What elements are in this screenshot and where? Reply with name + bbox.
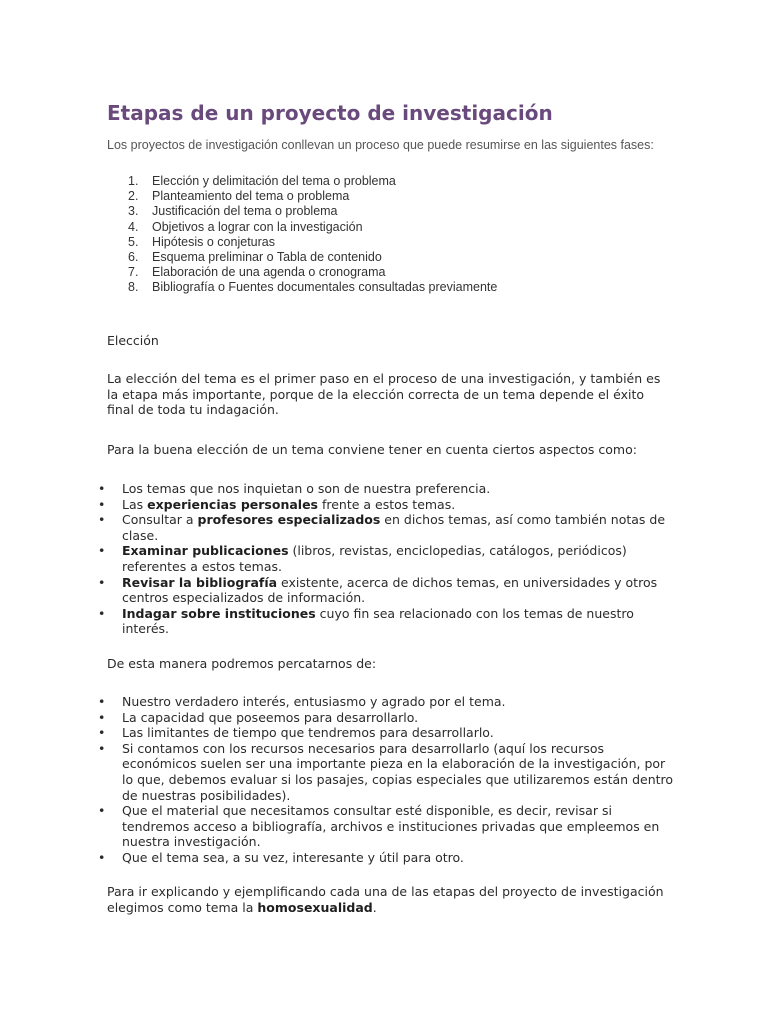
list-number: 3.	[128, 204, 139, 219]
section-heading: Elección	[107, 333, 159, 348]
list-number: 7.	[128, 265, 139, 280]
intro-text: Los proyectos de investigación conllevan un proceso que puede resumirse en las siguientes fases:	[107, 138, 654, 152]
bullet-icon: •	[98, 709, 106, 725]
paragraph-eleccion: La elección del tema es el primer paso en el proceso de una investigación, y también es la etapa más importante, porque de la elección correcta de un tema depende el éxito final de toda tu indagación.	[107, 371, 661, 418]
aspects-list	[0, 481, 680, 637]
list-item	[0, 850, 680, 866]
list-item	[0, 512, 680, 543]
bullet-icon: •	[98, 512, 106, 528]
bullet-icon: •	[98, 849, 106, 865]
list-item-text: Que el material que necesitamos consultar esté disponible, es decir, revisar si tendremos acceso a bibliografía, archivos e instituciones privadas que empleemos en nuestra investigación.	[122, 803, 660, 850]
list-item	[108, 189, 497, 204]
list-item-text: frente a estos temas.	[318, 496, 456, 512]
list-number: 5.	[128, 234, 139, 249]
list-item	[108, 265, 497, 280]
list-item	[0, 741, 680, 803]
paragraph-tema	[107, 884, 667, 915]
bullet-icon: •	[98, 543, 106, 559]
list-item-text: Si contamos con los recursos necesarios para desarrollarlo (aquí los recursos económicos suelen ser una importante pieza en la elaboración de la investigación, por lo que, debemos evaluar si los pasajes, copias especiales que utilizaremos están dentro de nuestras posibilidades).	[122, 740, 674, 803]
list-item-text: Hipótesis o conjeturas	[152, 234, 275, 249]
paragraph-text: .	[372, 899, 377, 915]
emphasis-text: experiencias personales	[147, 496, 318, 512]
list-item	[0, 803, 680, 850]
list-item-text: Las	[122, 496, 148, 512]
list-item-text: existente, acerca de dichos temas, en universidades y otros centros especializados de información.	[122, 574, 658, 606]
paragraph-percatarnos: De esta manera podremos percatarnos de:	[107, 656, 377, 671]
bullet-icon: •	[98, 496, 106, 512]
list-item-text: Consultar a	[122, 512, 198, 528]
list-item	[0, 497, 680, 513]
list-item-text: Los temas que nos inquietan o son de nuestra preferencia.	[122, 481, 491, 496]
list-item-text: Bibliografía o Fuentes documentales consultadas previamente	[152, 280, 498, 295]
bullet-icon: •	[98, 725, 106, 741]
list-item-text: Objetivos a lograr con la investigación	[152, 219, 363, 234]
list-item	[0, 710, 680, 726]
list-item-text: (libros, revistas, enciclopedias, catálogos, periódicos) referentes a estos temas.	[122, 543, 627, 574]
list-item-text: Nuestro verdadero interés, entusiasmo y agrado por el tema.	[122, 694, 506, 709]
page-title: Etapas de un proyecto de investigación	[107, 101, 553, 125]
list-item-text: Elección y delimitación del tema o problema	[152, 174, 396, 188]
list-item	[108, 174, 497, 189]
list-number: 4.	[128, 219, 139, 234]
paragraph-text: Para ir explicando y ejemplificando cada una de las etapas del proyecto de investigación elegimos como tema la	[107, 884, 664, 915]
emphasis-text: Revisar la bibliografía	[122, 574, 278, 590]
list-number: 1.	[128, 174, 139, 188]
considerations-list	[0, 694, 680, 866]
list-number: 8.	[128, 280, 139, 295]
list-item	[108, 280, 497, 295]
list-item-text: Justificación del tema o problema	[152, 204, 338, 219]
bullet-icon: •	[98, 803, 106, 819]
list-item-text: Planteamiento del tema o problema	[152, 189, 350, 204]
emphasis-text: Indagar sobre instituciones	[122, 605, 316, 621]
list-item-text: en dichos temas, así como también notas de clase.	[122, 512, 666, 543]
paragraph-aspectos: Para la buena elección de un tema conviene tener en cuenta ciertos aspectos como:	[107, 442, 637, 457]
list-item	[0, 694, 680, 710]
list-item	[108, 220, 497, 235]
list-item-text: Las limitantes de tiempo que tendremos para desarrollarlo.	[122, 725, 494, 741]
list-item	[108, 235, 497, 250]
list-item-text: Esquema preliminar o Tabla de contenido	[152, 250, 382, 265]
bullet-icon: •	[98, 574, 106, 590]
list-item-text: cuyo fin sea relacionado con los temas de nuestro interés.	[122, 605, 634, 637]
emphasis-text: Examinar publicaciones	[122, 543, 289, 559]
list-item-text: Elaboración de una agenda o cronograma	[152, 265, 386, 280]
list-item	[108, 204, 497, 219]
emphasis-text: profesores especializados	[197, 512, 381, 528]
list-item	[0, 543, 680, 574]
list-item-text: La capacidad que poseemos para desarrollarlo.	[122, 709, 419, 725]
bullet-icon: •	[98, 694, 106, 709]
list-item	[0, 606, 680, 637]
bullet-icon: •	[98, 481, 106, 496]
list-number: 6.	[128, 250, 139, 265]
list-item	[0, 725, 680, 741]
list-item-text: Que el tema sea, a su vez, interesante y útil para otro.	[122, 849, 464, 865]
list-number: 2.	[128, 189, 139, 204]
phases-list	[108, 174, 497, 296]
emphasis-text: homosexualidad	[257, 899, 373, 915]
list-item	[108, 250, 497, 265]
list-item	[0, 481, 680, 497]
bullet-icon: •	[98, 740, 106, 756]
bullet-icon: •	[98, 605, 106, 621]
list-item	[0, 575, 680, 606]
